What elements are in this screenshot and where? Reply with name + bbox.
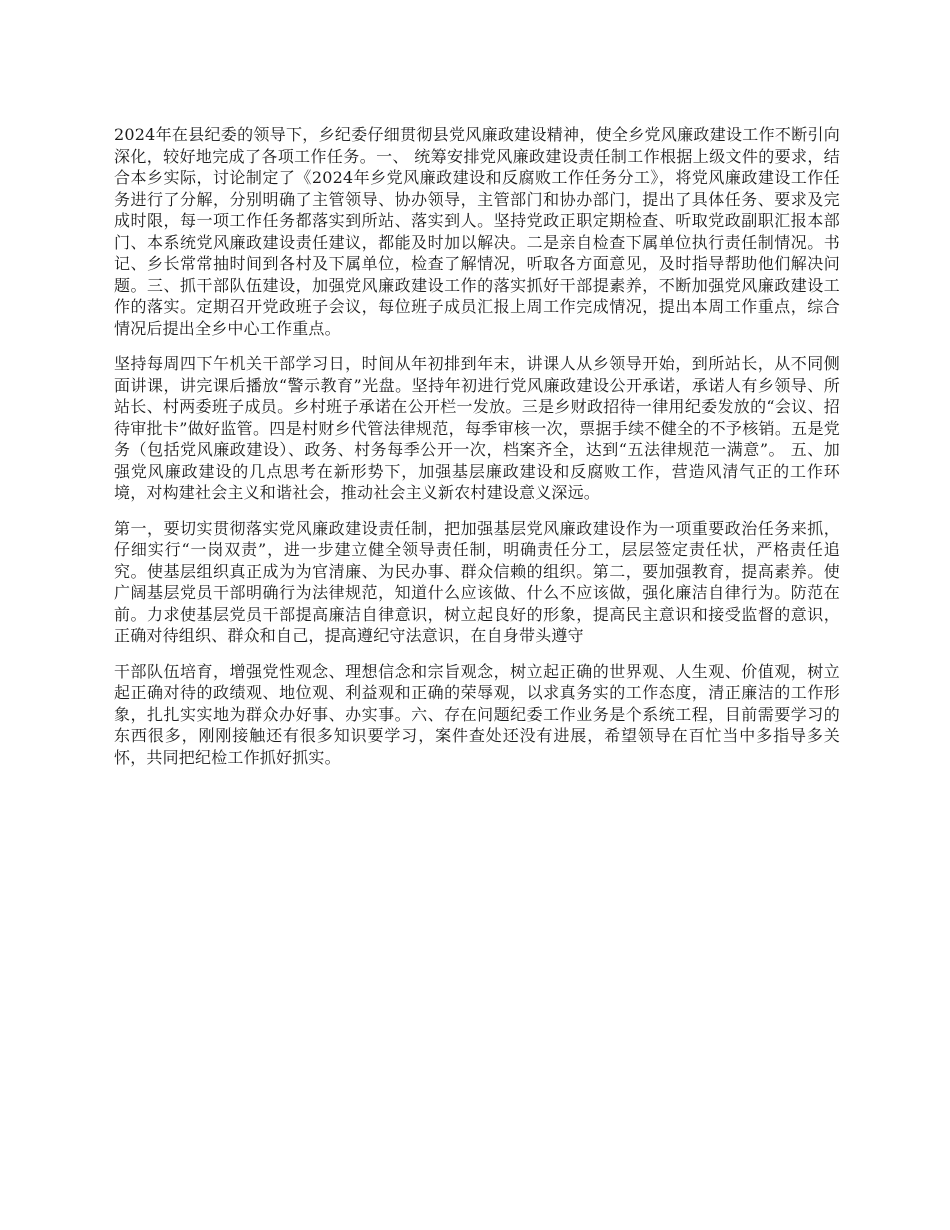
document-body <box>114 124 840 782</box>
paragraph-3: 第一，要切实贯彻落实党风廉政建设责任制，把加强基层党风廉政建设作为一项重要政治任务来抓，仔细实行“一岗双责”，进一步建立健全领导责任制，明确责任分工，层层签定责任状，严格责任追究。使基层组织真正成为为官清廉、为民办事、群众信赖的组织。第二，要加强教育，提高素养。使广阔基层党员干部明确行为法律规范，知道什么应该做、什么不应该做，强化廉洁自律行为。防范在前。力求使基层党员干部提高廉洁自律意识，树立起良好的形象，提高民主意识和接受监督的意识，正确对待组织、群众和自己，提高遵纪守法意识，在自身带头遵守 <box>114 518 840 645</box>
paragraph-4: 干部队伍培育，增强党性观念、理想信念和宗旨观念，树立起正确的世界观、人生观、价值观，树立起正确对待的政绩观、地位观、利益观和正确的荣辱观，以求真务实的工作态度，清正廉洁的工作形象，扎扎实实地为群众办好事、办实事。六、存在问题纪委工作业务是个系统工程，目前需要学习的东西很多，刚刚接触还有很多知识要学习，案件查处还没有进展，希望领导在百忙当中多指导多关怀，共同把纪检工作抓好抓实。 <box>114 661 840 767</box>
paragraph-2: 坚持每周四下午机关干部学习日，时间从年初排到年末，讲课人从乡领导开始，到所站长，从不同侧面讲课，讲完课后播放“警示教育”光盘。坚持年初进行党风廉政建设公开承诺，承诺人有乡领导、所站长、村两委班子成员。乡村班子承诺在公开栏一发放。三是乡财政招待一律用纪委发放的“会议、招待审批卡”做好监管。四是村财乡代管法律规范，每季审核一次，票据手续不健全的不予核销。五是党务（包括党风廉政建设）、政务、村务每季公开一次，档案齐全，达到“五法律规范一满意”。 五、加强党风廉政建设的几点思考在新形势下，加强基层廉政建设和反腐败工作，营造风清气正的工作环境，对构建社会主义和谐社会，推动社会主义新农村建设意义深远。 <box>114 354 840 502</box>
paragraph-1: 2024年在县纪委的领导下，乡纪委仔细贯彻县党风廉政建设精神，使全乡党风廉政建设工作不断引向深化，较好地完成了各项工作任务。一、 统筹安排党风廉政建设责任制工作根据上级文件的要求，结合本乡实际，讨论制定了《2024年乡党风廉政建设和反腐败工作任务分工》，将党风廉政建设工作任务进行了分解，分别明确了主管领导、协办领导，主管部门和协办部门，提出了具体任务、要求及完成时限，每一项工作任务都落实到所站、落实到人。坚持党政正职定期检查、听取党政副职汇报本部门、本系统党风廉政建设责任建议，都能及时加以解决。二是亲自检查下属单位执行责任制情况。书记、乡长常常抽时间到各村及下属单位，检查了解情况，听取各方面意见，及时指导帮助他们解决问题。三、抓干部队伍建设，加强党风廉政建设工作的落实抓好干部提素养，不断加强党风廉政建设工作的落实。定期召开党政班子会议，每位班子成员汇报上周工作完成情况，提出本周工作重点，综合情况后提出全乡中心工作重点。 <box>114 125 840 338</box>
